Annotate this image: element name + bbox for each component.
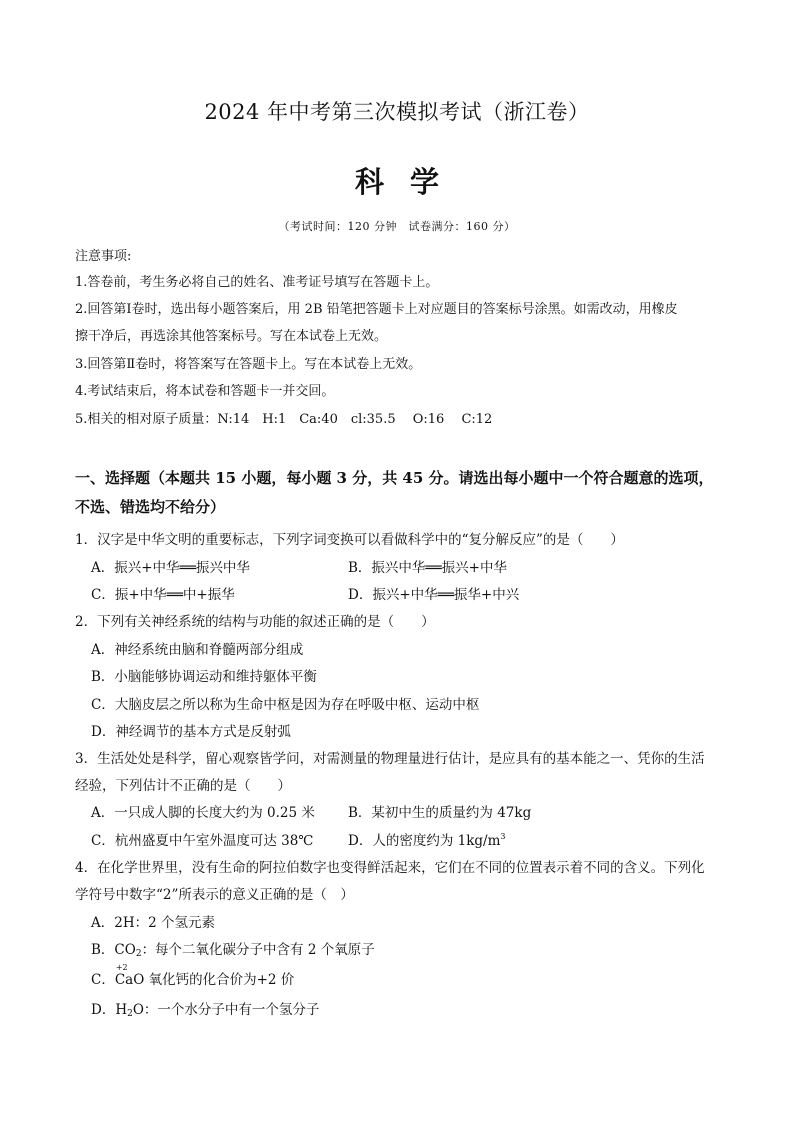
question-stem-cont: 学符号中数字“2”所表示的意义正确的是（ ） [75, 887, 354, 903]
question-stem-cont: 经验，下列估计不正确的是（ ） [75, 778, 291, 794]
section-heading-cont: 不选、错选均不给分） [75, 498, 226, 516]
notice-item: 擦干净后，再选涂其他答案标号。写在本试卷上无效。 [75, 329, 388, 344]
option-c: C．大脑皮层之所以称为生命中枢是因为存在呼吸中枢、运动中枢 [91, 697, 480, 713]
option-b: B．某初中生的质量约为 47kg [348, 805, 532, 821]
option-d: D．神经调节的基本方式是反射弧 [91, 724, 291, 740]
option-b: B．振兴中华══振兴+中华 [348, 560, 507, 576]
option-a: A．一只成人脚的长度大约为 0.25 米 [91, 805, 315, 821]
superscript: 3 [500, 832, 506, 841]
option-b: B．小脑能够协调运动和维持躯体平衡 [91, 669, 317, 685]
option-c: C．杭州盛夏中午室外温度可达 38℃ [91, 833, 314, 849]
option-d-text: D．H [91, 1002, 128, 1018]
question-stem: 4．在化学世界里，没有生命的阿拉伯数字也变得鲜活起来，它们在不同的位置表示着不同的含义。下列化 [75, 860, 705, 876]
option-c [91, 963, 295, 988]
option-d [91, 998, 319, 1019]
option-d-text: D．人的密度约为 1kg/m [348, 833, 501, 849]
question-stem: 2．下列有关神经系统的结构与功能的叙述正确的是（ ） [75, 614, 435, 630]
section-heading: 一、选择题（本题共 15 小题，每小题 3 分，共 45 分。请选出每小题中一个符合题意的选项， [75, 469, 714, 487]
option-d-text-cont: O：一个水分子中有一个氢分子 [132, 1002, 320, 1018]
question-stem: 1．汉字是中华文明的重要标志，下列字词变换可以看做科学中的“复分解反应”的是（ ） [75, 532, 624, 548]
option-a: A．2H：2 个氢元素 [91, 915, 215, 931]
option-b-text-cont: ：每个二氧化碳分子中含有 2 个氧原子 [141, 942, 375, 958]
option-c-text: O 氧化钙的化合价为+2 价 [133, 972, 295, 988]
option-a: A．神经系统由脑和脊髓两部分组成 [91, 642, 304, 658]
notice-item: 5.相关的相对原子质量：N:14 H:1 Ca:40 cl:35.5 O:16 C:12 [75, 412, 493, 427]
option-b-text: B．CO [91, 942, 136, 958]
notice-item: 3.回答第Ⅱ卷时，将答案写在答题卡上。写在本试卷上无效。 [75, 357, 422, 372]
option-d [348, 829, 505, 849]
valence-formula [114, 963, 134, 988]
option-b [91, 938, 375, 959]
exam-info: （考试时间：120 分钟 试卷满分：160 分） [278, 220, 516, 233]
notice-item: 4.考试结束后，将本试卷和答题卡一并交回。 [75, 384, 335, 399]
formula-ca: Ca [114, 972, 134, 988]
option-c: C．振+中华══中+振华 [91, 587, 235, 603]
subscript: 2 [127, 1009, 133, 1019]
notice-item: 1.答卷前，考生务必将自己的姓名、准考证号填写在答题卡上。 [75, 275, 439, 290]
question-stem: 3．生活处处是科学，留心观察皆学问，对需测量的物理量进行估计，是应具有的基本能之一、凭你的生活 [75, 751, 705, 767]
valence-mark: +2 [115, 963, 128, 972]
subscript: 2 [135, 949, 142, 959]
option-a: A．振兴+中华══振兴中华 [91, 560, 250, 576]
exam-title: 2024 年中考第三次模拟考试（浙江卷） [204, 100, 590, 124]
option-c-label: C． [91, 972, 115, 988]
notice-heading: 注意事项: [75, 249, 132, 264]
subject-title: 科学 [354, 165, 465, 199]
option-d: D．振兴+中华══振华+中兴 [348, 587, 520, 603]
notice-item: 2.回答第Ⅰ卷时，选出每小题答案后，用 2B 铅笔把答题卡上对应题目的答案标号涂黑。如需改动，用橡皮 [75, 302, 678, 317]
